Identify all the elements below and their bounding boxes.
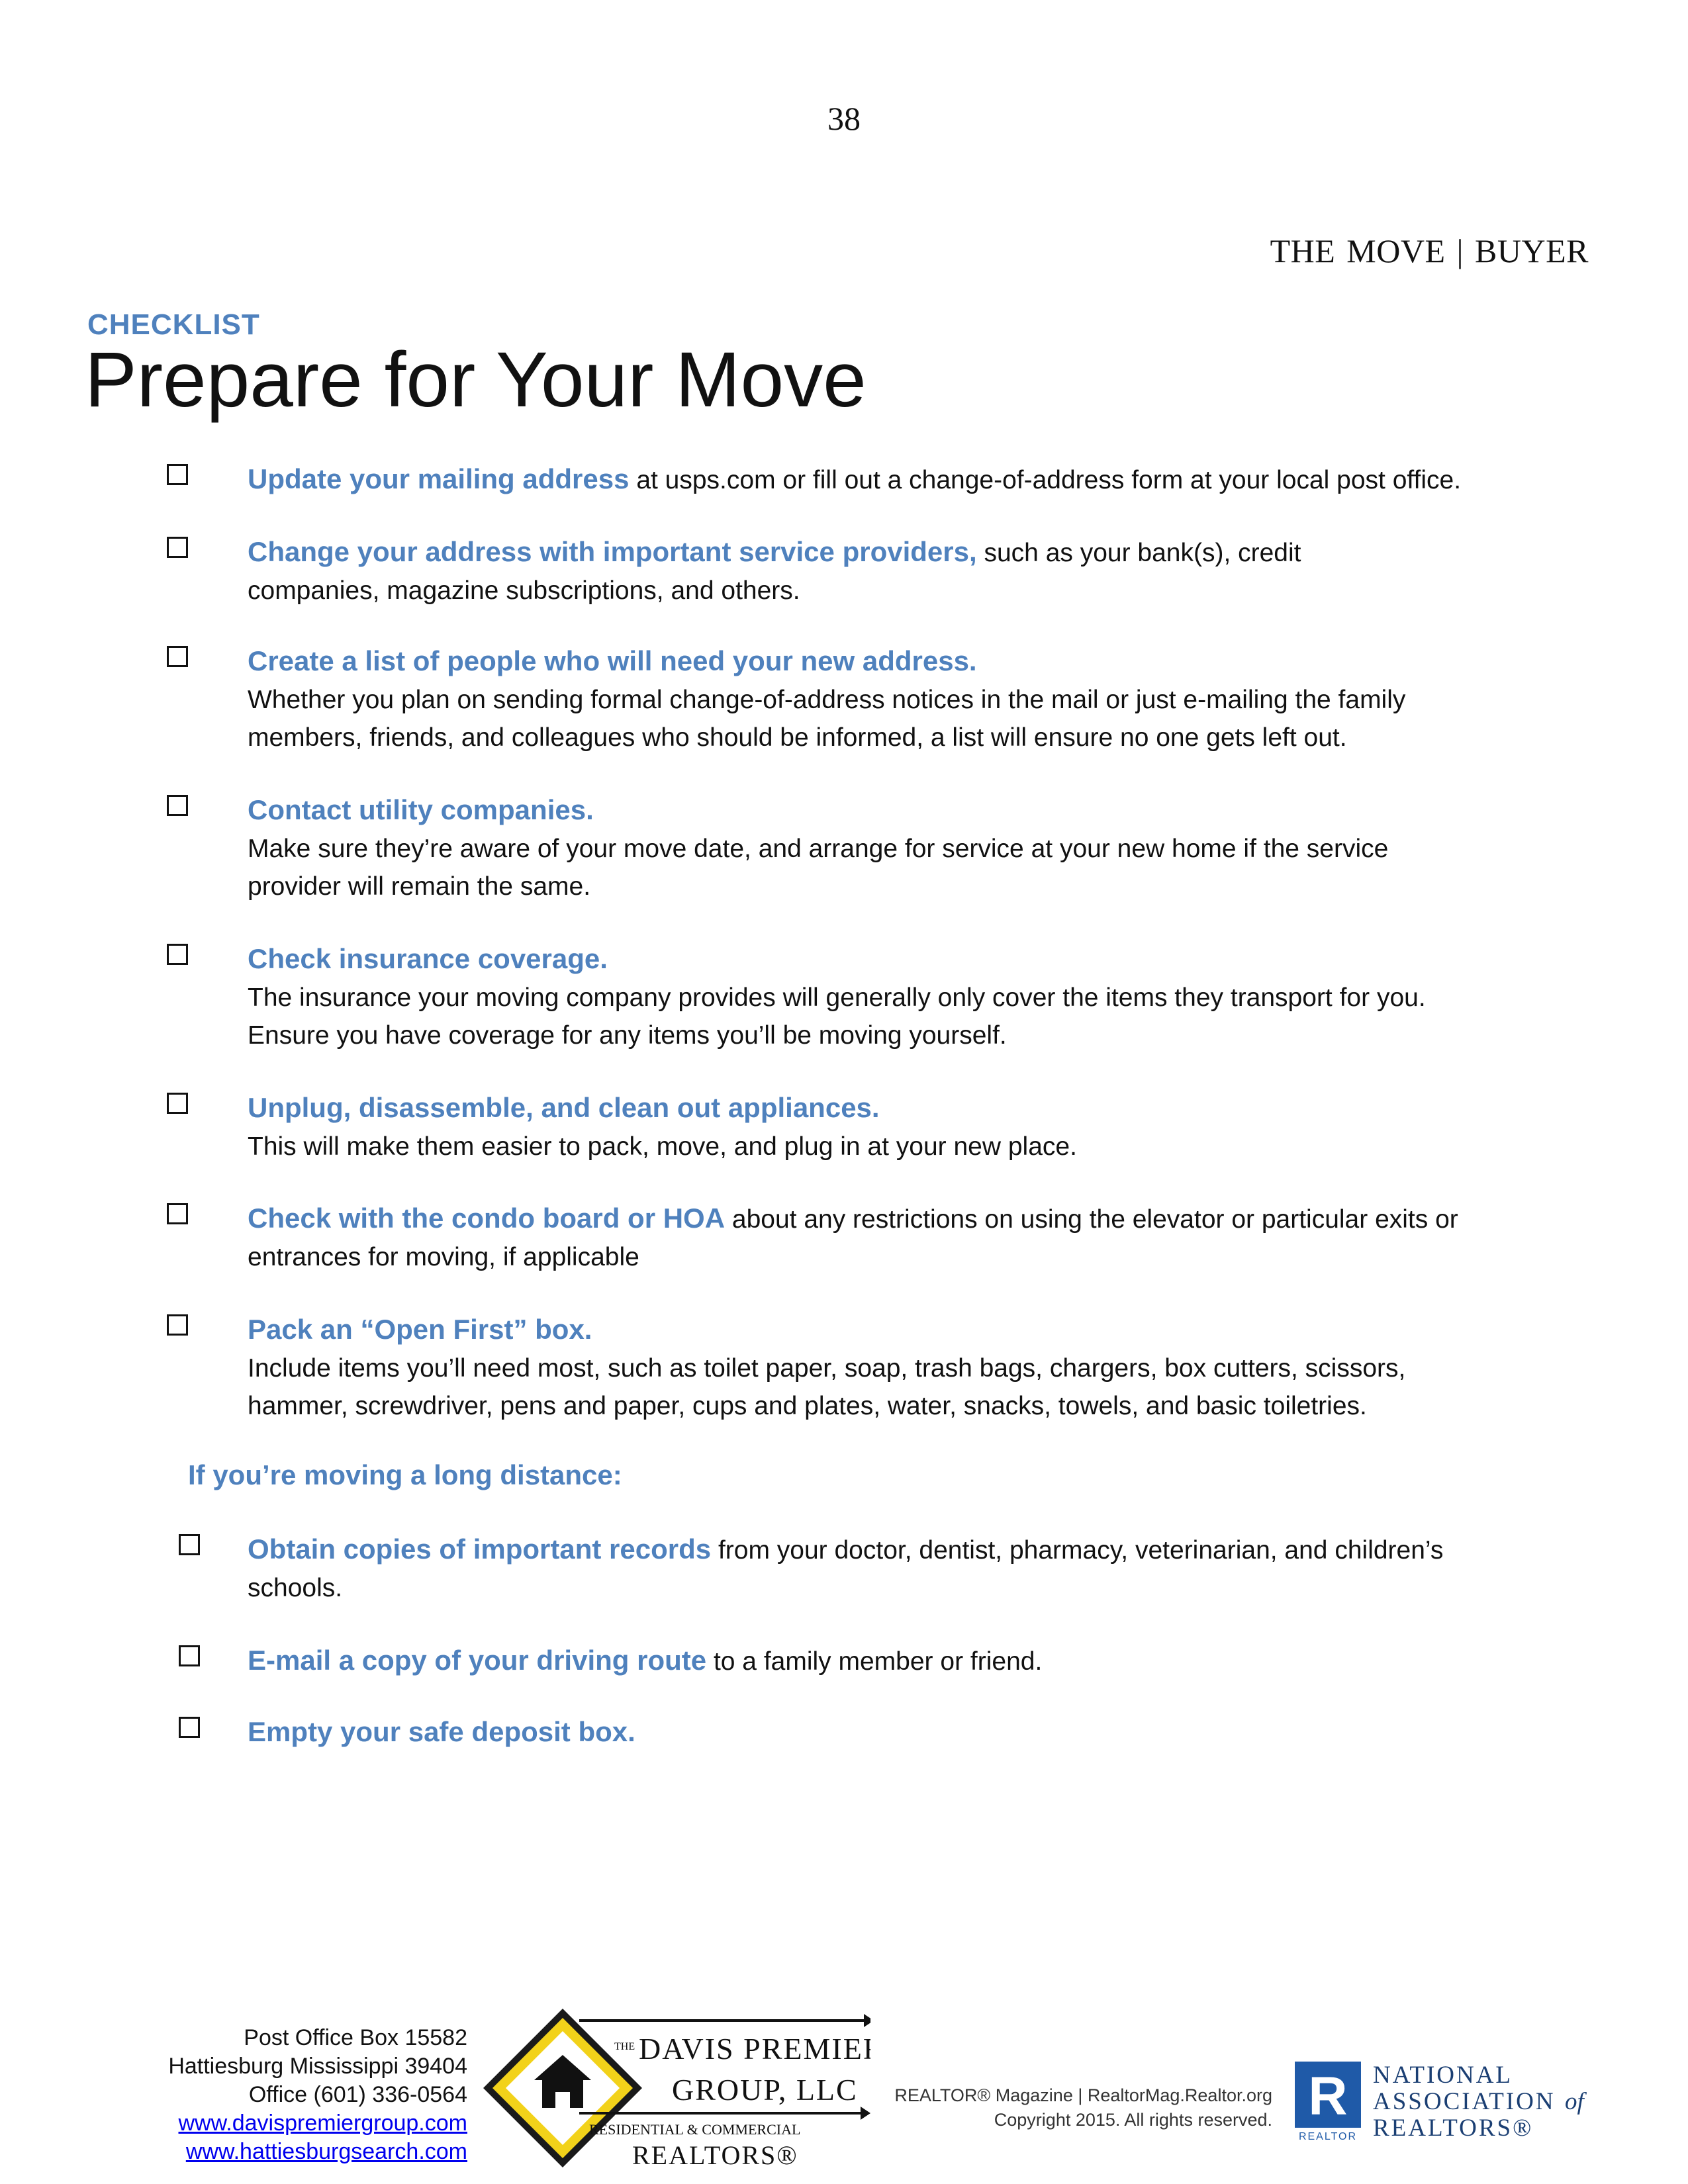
section-kicker: CHECKLIST: [87, 308, 260, 341]
checklist-item-text: [248, 791, 1479, 905]
checklist-item-text: [248, 1713, 1505, 1752]
item-lead: Contact utility companies.: [248, 794, 594, 825]
checklist-item-text: [248, 460, 1505, 499]
logo-graphic: [480, 2002, 870, 2174]
item-lead: Pack an “Open First” box.: [248, 1314, 592, 1345]
item-text: to a family member or friend.: [706, 1647, 1043, 1676]
checkbox[interactable]: [167, 944, 188, 965]
checklist-item-text: [248, 1530, 1452, 1607]
checkbox[interactable]: [167, 537, 188, 558]
checkbox[interactable]: [167, 464, 188, 485]
logo-tagline: RESIDENTIAL & COMMERCIAL: [589, 2121, 801, 2138]
item-lead: Unplug, disassemble, and clean out appliances.: [248, 1092, 880, 1123]
office-phone: Office (601) 336-0564: [248, 2082, 467, 2107]
checkbox[interactable]: [179, 1534, 200, 1555]
checklist-item-text: [248, 1641, 1505, 1680]
copyright-line: Copyright 2015. All rights reserved.: [994, 2110, 1272, 2130]
logo-name: DAVIS PREMIER: [639, 2032, 870, 2066]
running-header: THE MOVE | BUYER: [1270, 232, 1589, 269]
item-text: from your doctor, dentist, pharmacy, veterinarian, and children’s schools.: [248, 1536, 1444, 1602]
logo-the: THE: [614, 2041, 635, 2052]
realtor-mark: REALTOR: [1298, 2131, 1358, 2141]
davis-premier-logo: [480, 2002, 870, 2174]
footer-address: [168, 2024, 467, 2166]
magazine-credit: [894, 2083, 1272, 2132]
checklist-item-text: [248, 533, 1419, 610]
address-line: Hattiesburg Mississippi 39404: [168, 2054, 467, 2079]
checklist-item-text: [248, 1310, 1419, 1425]
website-link[interactable]: www.hattiesburgsearch.com: [185, 2139, 467, 2164]
checkbox[interactable]: [179, 1717, 200, 1738]
item-lead: Change your address with important service providers,: [248, 536, 977, 567]
checkbox[interactable]: [167, 1093, 188, 1114]
checklist-item-text: [248, 940, 1479, 1054]
checkbox[interactable]: [167, 1314, 188, 1336]
item-detail: This will make them easier to pack, move, and plug in at your new place.: [248, 1132, 1077, 1161]
checklist-item-text: [248, 1199, 1466, 1276]
item-detail: Make sure they’re aware of your move date, and arrange for service at your new home if the service provider will remain the same.: [248, 835, 1389, 901]
page-number: 38: [827, 100, 861, 137]
realtor-r-letter: R: [1308, 2066, 1348, 2126]
checkbox[interactable]: [179, 1645, 200, 1666]
nar-line: NATIONAL: [1373, 2062, 1513, 2089]
checkbox[interactable]: [167, 795, 188, 816]
item-detail: Include items you’ll need most, such as toilet paper, soap, trash bags, chargers, box cutters, scissors, hammer, screwdriver, pens and paper, cups and plates, water, snacks, towels, and basic toiletries.: [248, 1354, 1406, 1420]
nar-line: REALTORS®: [1373, 2115, 1534, 2141]
checkbox[interactable]: [167, 1203, 188, 1224]
checkbox[interactable]: [167, 646, 188, 667]
nar-logo: [1295, 2055, 1599, 2141]
item-lead: Check with the condo board or HOA: [248, 1203, 726, 1234]
website-link[interactable]: www.davispremiergroup.com: [178, 2111, 467, 2136]
address-line: Post Office Box 15582: [244, 2025, 467, 2050]
arrow-icon: [864, 2014, 870, 2027]
long-distance-heading: If you’re moving a long distance:: [188, 1459, 622, 1490]
nar-of: of: [1565, 2088, 1584, 2115]
item-lead: Obtain copies of important records: [248, 1533, 712, 1565]
item-lead: E-mail a copy of your driving route: [248, 1645, 707, 1676]
item-detail: Whether you plan on sending formal change-of-address notices in the mail or just e-mailing the family members, friends, and colleagues who should be informed, a list will ensure no one gets left out.: [248, 686, 1406, 752]
item-lead: Create a list of people who will need your new address.: [248, 645, 977, 676]
credit-line: REALTOR® Magazine | RealtorMag.Realtor.org: [894, 2085, 1272, 2105]
page-title: Prepare for Your Move: [85, 336, 867, 424]
item-text: at usps.com or fill out a change-of-address form at your local post office.: [629, 466, 1462, 494]
checklist-item-text: [248, 642, 1439, 756]
item-lead: Update your mailing address: [248, 463, 630, 494]
arrow-icon: [861, 2107, 870, 2120]
item-detail: The insurance your moving company provides will generally only cover the items they transport for you. Ensure you have coverage for any items you’ll be moving yourself.: [248, 983, 1426, 1050]
nar-line: ASSOCIATION: [1373, 2088, 1556, 2115]
logo-name: GROUP, LLC: [672, 2073, 858, 2107]
item-text: such as your bank(s), credit companies, magazine subscriptions, and others.: [248, 539, 1301, 605]
item-lead: Check insurance coverage.: [248, 943, 608, 974]
checklist-item-text: [248, 1089, 1505, 1165]
nar-logo-graphic: [1295, 2055, 1599, 2141]
logo-realtors: REALTORS®: [632, 2140, 798, 2170]
item-lead: Empty your safe deposit box.: [248, 1716, 635, 1747]
item-text: about any restrictions on using the elevator or particular exits or entrances for moving, if applicable: [248, 1205, 1458, 1271]
